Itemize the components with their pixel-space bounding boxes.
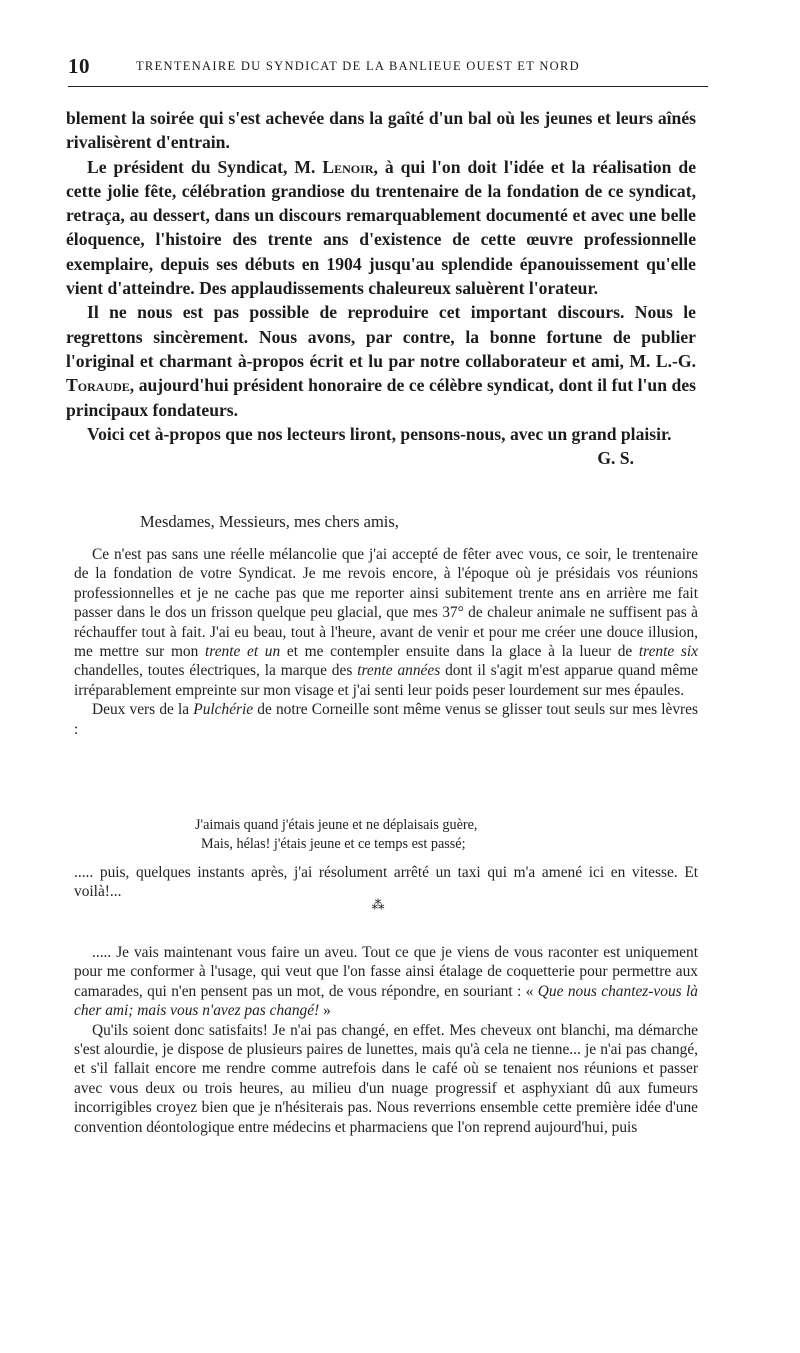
speech-text: de notre Corneille sont même venus se glisser tout seuls sur mes lèvres : xyxy=(74,701,698,738)
speech-text: » xyxy=(319,1002,331,1020)
poem-line-2: Mais, hélas! j'étais jeune et ce temps est passé; xyxy=(201,836,466,852)
intro-text: , à qui l'on doit l'idée et la réalisation de cette jolie fête, célébration grandiose du trentenaire de la fondation de ce syndicat, retraça, au dessert, dans un discours remarquablement documenté et avec une belle éloquence, l'histoire des trente ans d'existence de cette œuvre professionnelle exemplaire, depuis ses débuts en 1904 jusqu'au splendide épanouissement qu'elle vient d'atteindre. Des applaudissements chaleureux saluèrent l'orateur. xyxy=(66,156,697,299)
author-initials: G. S. xyxy=(597,448,634,469)
salutation: Mesdames, Messieurs, mes chers amis, xyxy=(140,512,399,531)
speech-paragraph-1 xyxy=(74,545,698,700)
person-name-lenoir: Lenoir xyxy=(322,156,374,177)
speech-paragraph-2 xyxy=(74,700,698,739)
italic-phrase: trente années xyxy=(357,662,441,680)
speech-closing xyxy=(74,863,698,902)
speech-text: ..... Je vais maintenant vous faire un aveu. Tout ce que je viens de vous raconter est uniquement pour me conformer à l'usage, qui veut que l'on fasse ainsi étalage de coquetterie pour permettre aux camarades, qui n'en pensent pas un mot, de vous répondre, en souriant : « xyxy=(74,944,698,1000)
speech-text: et me contempler ensuite dans la glace à la lueur de xyxy=(280,643,639,661)
speech2-paragraph-1 xyxy=(74,943,698,1021)
page-header xyxy=(68,54,708,87)
running-title: TRENTENAIRE DU SYNDICAT DE LA BANLIEUE OUEST ET NORD xyxy=(136,59,580,73)
speech2-paragraph-2: Qu'ils soient donc satisfaits! Je n'ai pas changé, en effet. Mes cheveux ont blanchi, ma démarche s'est alourdie, je dispose de plusieurs paires de lunettes, mais qu'à cela ne tienne... je n'ai pas changé, et s'il fallait encore me rendre comme autrefois dans le café où se tenaient nos réunions et passer avec vous deux ou trois heures, au milieu d'un nuage progressif et asphyxiant dû aux fumeurs incorrigibles croyez bien que je n'hésiterais pas. Nous reverrions ensemble cette première idée d'une convention déontologique entre médecins et pharmaciens que l'on reprend aujourd'hui, puis xyxy=(74,1021,698,1136)
asterism-divider: ⁂ xyxy=(371,897,385,912)
person-name-toraude: Toraude xyxy=(66,375,130,396)
intro-paragraph-2 xyxy=(66,155,696,301)
intro-paragraph-4 xyxy=(66,422,696,469)
intro-text: Voici cet à-propos que nos lecteurs liront, pensons-nous, avec un grand plaisir. xyxy=(87,423,672,444)
closing-paragraph: ..... puis, quelques instants après, j'ai résolument arrêté un taxi qui m'a amené ici en vitesse. Et voilà!... xyxy=(74,864,698,901)
speech-text: Deux vers de la xyxy=(92,701,194,719)
speech-text: chandelles, toutes électriques, la marque des xyxy=(74,662,358,680)
page-number: 10 xyxy=(68,54,90,78)
speech-part-2 xyxy=(74,943,698,1137)
poem-line-1: J'aimais quand j'étais jeune et ne déplaisais guère, xyxy=(195,817,478,833)
speech-text: dont il s'agit m'est apparue quand même irréparablement empreinte sur mon visage et j'ai senti leur poids peser lourdement sur mes épaules. xyxy=(74,662,698,699)
poem-quote xyxy=(195,816,477,854)
italic-phrase: trente six xyxy=(638,643,698,661)
intro-text: , aujourd'hui président honoraire de ce célèbre syndicat, dont il fut l'un des principaux fondateurs. xyxy=(66,375,696,420)
speech-part-1 xyxy=(74,545,698,739)
italic-quote: Que nous chantez-vous là cher ami; mais vous n'avez pas changé! xyxy=(74,982,698,1020)
intro-text: Il ne nous est pas possible de reproduire cet important discours. Nous le regrettons sincèrement. Nous avons, par contre, la bonne fortune de publier l'original et charmant à-propos écrit et lu par notre collaborateur et ami, M. L.-G. xyxy=(66,302,696,371)
intro-paragraph-1: blement la soirée qui s'est achevée dans la gaîté d'un bal où les jeunes et leurs aînés rivalisèrent d'entrain. xyxy=(66,108,696,153)
intro-text: Le président du Syndicat, M. xyxy=(87,156,323,177)
italic-phrase: trente et un xyxy=(205,643,281,661)
intro-article xyxy=(66,106,696,470)
intro-paragraph-3 xyxy=(66,300,696,421)
speech-text: Ce n'est pas sans une réelle mélancolie que j'ai accepté de fêter avec vous, ce soir, le trentenaire de la fondation de votre Syndicat. Je me revois encore, à l'époque où je présidais vos réunions professionnelles et je ne cache pas que me reporter ainsi subitement trente ans en arrière me fait passer dans le dos un frisson quelque peu glacial, que mes 37° de chaleur animale ne suffisent pas à réchauffer tout à fait. J'ai eu beau, tout à l'heure, avant de venir et pour me créer une douce illusion, me mettre sur mon xyxy=(74,546,698,661)
italic-title: Pulchérie xyxy=(193,701,254,719)
